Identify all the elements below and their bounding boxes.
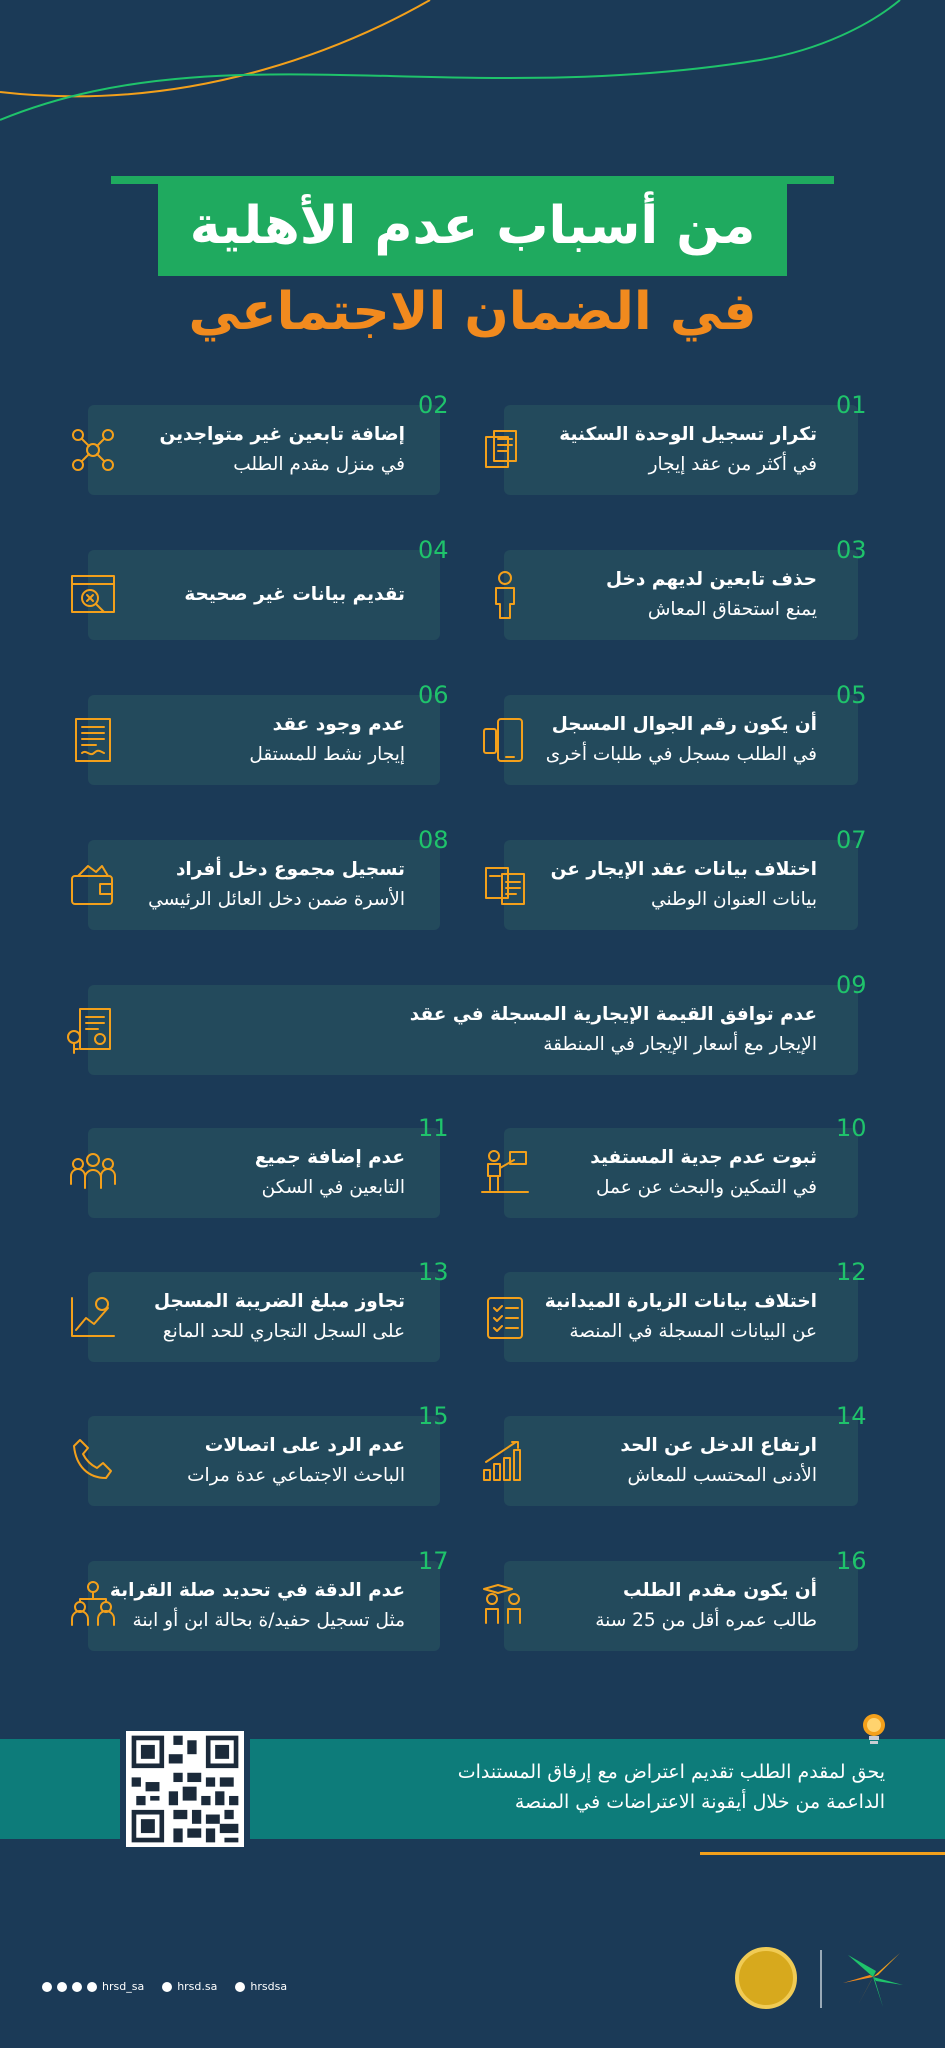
documents-exchange-icon [478, 858, 532, 912]
reason-line-2: في التمكين والبحث عن عمل [596, 1177, 817, 1198]
reason-line-2: في أكثر من عقد إيجار [648, 454, 817, 475]
reason-text [517, 710, 817, 770]
tax-chart-icon [66, 1290, 120, 1344]
objection-text: يحق لمقدم الطلب تقديم اعتراض مع إرفاق المستندات الداعمة من خلال أيقونة الاعتراضات في المنصة [457, 1761, 885, 1813]
reason-line-2: الأدنى المحتسب للمعاش [627, 1465, 817, 1486]
reason-line-1: أن يكون مقدم الطلب [622, 1580, 817, 1601]
reason-line-1: ارتفاع الدخل عن الحد [620, 1435, 817, 1456]
reason-text [517, 420, 817, 480]
mobile-phones-icon [478, 713, 532, 767]
contract-icon [66, 713, 120, 767]
reason-number: 17 [418, 1547, 449, 1575]
reason-line-2: بيانات العنوان الوطني [651, 889, 817, 910]
network-people-icon [66, 423, 120, 477]
reason-number: 04 [418, 536, 449, 564]
reason-line-2: إيجار نشط للمستقل [249, 744, 405, 765]
instagram-icon [87, 1982, 97, 1992]
reason-number: 16 [836, 1547, 867, 1575]
key-document-icon [62, 1003, 116, 1057]
reason-text [517, 855, 817, 915]
reason-line-1: إضافة تابعين غير متواجدين [159, 424, 405, 445]
reason-number: 01 [836, 391, 867, 419]
tiktok-icon [162, 1982, 172, 1992]
reason-number: 07 [836, 826, 867, 854]
reason-text [517, 565, 817, 625]
reason-line-1: تسجيل مجموع دخل أفراد [175, 859, 405, 880]
reason-number: 13 [418, 1258, 449, 1286]
reason-line-2: الباحث الاجتماعي عدة مرات [187, 1465, 405, 1486]
divider-line [700, 1852, 945, 1855]
reason-line-1: تكرار تسجيل الوحدة السكنية [559, 424, 817, 445]
qr-code[interactable] [120, 1725, 250, 1853]
page-title: من أسباب عدم الأهلية [189, 196, 756, 256]
documents-icon [478, 423, 532, 477]
reason-number: 10 [836, 1114, 867, 1142]
wallet-icon [66, 858, 120, 912]
family-tree-icon [66, 1579, 120, 1633]
logo-separator [820, 1950, 822, 2008]
reason-text [517, 1431, 817, 1491]
social-handle-youtube[interactable] [235, 1980, 287, 1993]
browser-error-icon [66, 568, 120, 622]
reason-text [105, 1287, 405, 1347]
reason-line-2: مثل تسجيل حفيد/ة بحالة ابن أو ابنة [132, 1610, 405, 1631]
snapchat-icon [57, 1982, 67, 1992]
phone-icon [66, 1434, 120, 1488]
reason-line-1: عدم وجود عقد [272, 714, 405, 735]
reason-number: 11 [418, 1114, 449, 1142]
reason-number: 02 [418, 391, 449, 419]
reason-line-2: طالب عمره أقل من 25 سنة [595, 1610, 817, 1631]
reason-line-1: أن يكون رقم الجوال المسجل [551, 714, 817, 735]
reason-number: 08 [418, 826, 449, 854]
rising-bars-icon [478, 1434, 532, 1488]
reason-line-1: عدم الرد على اتصالات [204, 1435, 405, 1456]
reason-number: 05 [836, 681, 867, 709]
handle-text: hrsd.sa [177, 1980, 218, 1993]
reason-line-2: في الطلب مسجل في طلبات أخرى [545, 744, 817, 765]
reason-text [517, 1576, 817, 1636]
reason-line-2: عن البيانات المسجلة في المنصة [569, 1321, 817, 1342]
reason-text [517, 1287, 817, 1347]
person-icon [478, 568, 532, 622]
reason-number: 03 [836, 536, 867, 564]
family-group-icon [66, 1146, 120, 1200]
reason-number: 15 [418, 1402, 449, 1430]
reason-text [105, 710, 405, 770]
presenter-icon [478, 1146, 532, 1200]
reason-line-2: على السجل التجاري للحد المانع [162, 1321, 405, 1342]
reason-line-1: حذف تابعين لديهم دخل [606, 569, 817, 590]
reason-text [105, 855, 405, 915]
reason-line-1: تجاوز مبلغ الضريبة المسجل [154, 1291, 405, 1312]
reason-line-1: تقديم بيانات غير صحيحة [184, 584, 405, 605]
reason-text [297, 1000, 817, 1060]
twitter-icon [42, 1982, 52, 1992]
reason-line-1: اختلاف بيانات عقد الإيجار عن [550, 859, 817, 880]
page-subtitle: في الضمان الاجتماعي [188, 282, 757, 342]
reason-text [105, 580, 405, 610]
reason-text [517, 1143, 817, 1203]
youtube-icon [235, 1982, 245, 1992]
reason-line-2: التابعين في السكن [261, 1177, 405, 1198]
reason-line-2: الأسرة ضمن دخل العائل الرئيسي [148, 889, 405, 910]
reason-number: 09 [836, 971, 867, 999]
reason-number: 12 [836, 1258, 867, 1286]
reason-text [105, 1431, 405, 1491]
reason-line-1: عدم إضافة جميع [254, 1147, 405, 1168]
reason-line-1: عدم الدقة في تحديد صلة القرابة [109, 1580, 405, 1601]
social-handle-tiktok[interactable] [162, 1980, 217, 1993]
reason-text [105, 420, 405, 480]
reason-number: 06 [418, 681, 449, 709]
reason-line-2: الإيجار مع أسعار الإيجار في المنطقة [543, 1034, 817, 1055]
checklist-icon [478, 1290, 532, 1344]
reason-text [105, 1143, 405, 1203]
social-handles [42, 1980, 287, 1993]
title-box [158, 176, 787, 276]
social-handle-main[interactable] [42, 1980, 144, 1993]
reason-line-1: اختلاف بيانات الزيارة الميدانية [544, 1291, 817, 1312]
reason-number: 14 [836, 1402, 867, 1430]
handle-text: hrsd_sa [102, 1980, 145, 1993]
reason-line-1: ثبوت عدم جدية المستفيد [590, 1147, 817, 1168]
reason-line-1: عدم توافق القيمة الإيجارية المسجلة في عقد [409, 1004, 817, 1025]
qr-code-icon [126, 1731, 244, 1847]
handle-text: hrsdsa [250, 1980, 288, 1993]
facebook-icon [72, 1982, 82, 1992]
lightbulb-icon [860, 1712, 888, 1748]
vision-seal-logo [735, 1947, 797, 2009]
reason-line-2: يمنع استحقاق المعاش [647, 599, 817, 620]
reason-text [105, 1576, 405, 1636]
decorative-curves [0, 0, 945, 140]
student-icon [478, 1579, 532, 1633]
reason-line-2: في منزل مقدم الطلب [233, 454, 405, 475]
ministry-logo [838, 1945, 908, 2009]
